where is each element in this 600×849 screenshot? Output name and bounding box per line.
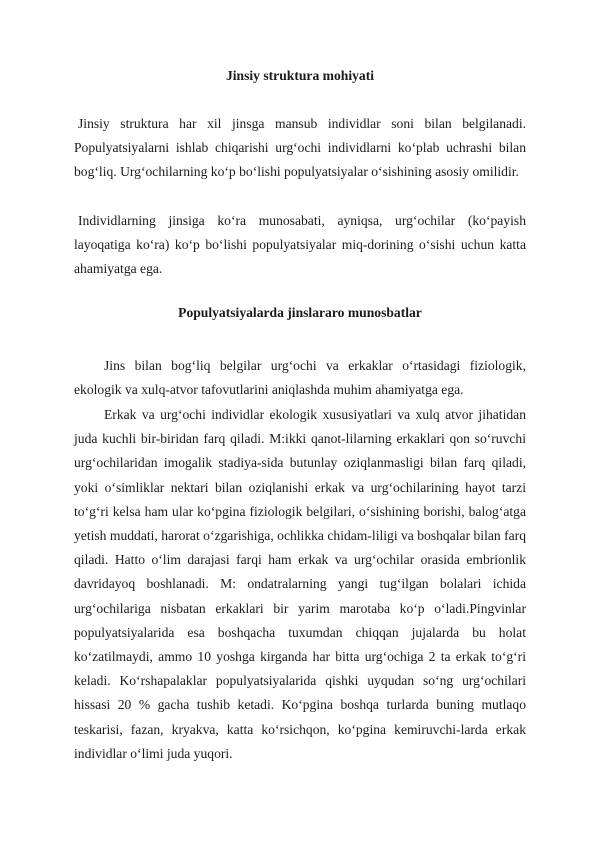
paragraph-2: Individlarning jinsiga ko‘ra munosabati, ayniqsa, urg‘ochilar (ko‘payish layoqatiga ko‘ra) ko‘p bo‘lishi populyatsiyalar miq-dorining o‘sishi uchun katta ahamiyatga ega.: [74, 213, 526, 277]
paragraph-3: Jins bilan bog‘liq belgilar urg‘ochi va erkaklar o‘rtasidagi fiziologik, ekologik va xulq-atvor tafovutlarini aniqlashda muhim ahamiyatga ega.: [74, 358, 526, 398]
paragraph-4: Erkak va urg‘ochi individlar ekologik xususiyatlari va xulq atvor jihatidan juda kuchli bir-biridan farq qiladi. M:ikki qanot-lilarning erkaklari qon so‘ruvchi urg‘ochilaridan imogalik stadiya-sida butunlay oziqlanmasligi bilan farq qiladi, yoki o‘simliklar nektari bilan oziqlanishi erkak va urg‘ochilarining hayot tarzi to‘g‘ri kelsa ham ular ko‘pgina fiziologik belgilari, o‘sishining borishi, balog‘atga yetish muddati, harorat o‘zgarishiga, ochlikka chidam-liligi va boshqalar bilan farq qiladi. Hatto o‘lim darajasi farqi ham erkak va urg‘ochilar orasida embrionlik davridayoq boshlanadi. M: ondatralarning yangi tug‘ilgan bolalari ichida urg‘ochilariga nisbatan erkaklari bir yarim marotaba ko‘p o‘ladi.Pingvinlar populyatsiyalarida esa boshqacha tuxumdan chiqqan jujalarda bu holat ko‘zatilmaydi, ammo 10 yoshga kirganda har bitta urg‘ochiga 2 ta erkak to‘g‘ri keladi. Ko‘rshapalaklar populyatsiyalarida qishki uyqudan so‘ng urg‘ochilari hissasi 20 % gacha tushib ketadi. Ko‘pgina boshqa turlarda buning mutlaqo teskarisi, fazan, kryakva, katta ko‘rsichqon, ko‘pgina kemiruvchi-larda erkak individlar o‘limi juda yuqori.: [74, 407, 526, 761]
section-heading-1: Jinsiy struktura mohiyati: [225, 68, 375, 83]
paragraph-1: Jinsiy struktura har xil jinsga mansub individlar soni bilan belgilanadi. Populyatsiyalarni ishlab chiqarishi urg‘ochi individlarni ko‘plab uchrashi bilan bog‘liq. Urg‘ochilarning ko‘p bo‘lishi populyatsiyalar o‘sishining asosiy omilidir.: [74, 116, 526, 180]
section-heading-2: Populyatsiyalarda jinslararo munosbatlar: [178, 305, 422, 320]
